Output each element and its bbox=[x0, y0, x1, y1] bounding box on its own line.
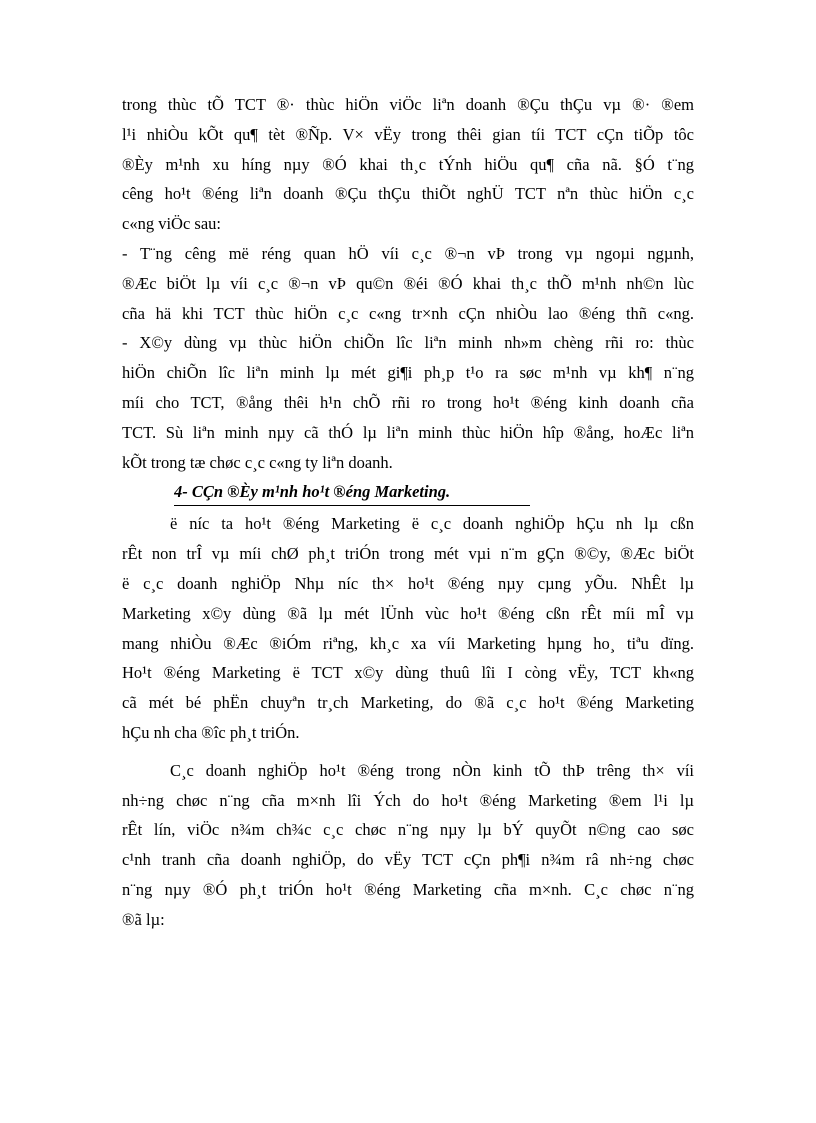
bullet-line: - T¨ng cêng më réng quan hÖ víi c¸c ®¬n vÞ trong vµ ngoµi ngµnh, bbox=[122, 243, 694, 263]
text-line: Marketing x©y dùng ®ã lµ mét lÜnh vùc ho¹t ®éng cßn rÊt míi mÎ vµ bbox=[122, 603, 694, 623]
text-line: rÊt non trÎ vµ míi chØ ph¸t triÓn trong mét vµi n¨m gÇn ®©y, ®Æc biÖt bbox=[122, 544, 694, 564]
text-line: kÕt trong tæ chøc c¸c c«ng ty liªn doanh. bbox=[122, 452, 393, 472]
text-line: l¹i nhiÒu kÕt qu¶ tèt ®Ñp. V× vËy trong thêi gian tíi TCT cÇn tiÕp tôc bbox=[122, 124, 694, 144]
text-line: ®Æc biÖt lµ víi c¸c ®¬n vÞ qu©n ®éi ®Ó khai th¸c thÕ m¹nh nh©n lùc bbox=[122, 273, 694, 293]
text-line: ®Èy m¹nh xu híng nµy ®Ó khai th¸c tÝnh hiÖu qu¶ cña nã. §Ó t¨ng bbox=[122, 154, 694, 174]
bullet-line: - X©y dùng vµ thùc hiÖn chiÕn lîc liªn minh nh»m chèng rñi ro: thùc bbox=[122, 333, 694, 353]
text-line: cña hä khi TCT thùc hiÖn c¸c c«ng tr×nh cÇn nhiÒu lao ®éng thñ c«ng. bbox=[122, 303, 694, 323]
text-line: c«ng viÖc sau: bbox=[122, 214, 221, 234]
section-heading: 4- CÇn ®Èy m¹nh ho¹t ®éng Marketing. bbox=[174, 478, 530, 506]
text-line: ®ã lµ: bbox=[122, 909, 165, 929]
text-line: Ho¹t ®éng Marketing ë TCT x©y dùng thuû lîi I còng vËy, TCT kh«ng bbox=[122, 663, 694, 683]
text-line: hiÖn chiÕn lîc liªn minh lµ mét gi¶i ph¸p t¹o ra søc m¹nh vµ kh¶ n¨ng bbox=[122, 363, 694, 383]
text-line: trong thùc tÕ TCT ®· thùc hiÖn viÖc liªn doanh ®Çu thÇu vµ ®· ®em bbox=[122, 95, 694, 114]
text-line: cã mét bé phËn chuyªn tr¸ch Marketing, do ®ã c¸c ho¹t ®éng Marketing bbox=[122, 693, 694, 713]
marketing-paragraph bbox=[122, 509, 694, 747]
text-line: nh÷ng chøc n¨ng cña m×nh lîi Ých do ho¹t ®éng Marketing ®em l¹i lµ bbox=[122, 790, 694, 810]
text-line: rÊt lín, viÖc n¾m ch¾c c¸c chøc n¨ng nµy lµ bÝ quyÕt n©ng cao søc bbox=[122, 820, 694, 840]
text-line: TCT. Sù liªn minh nµy cã thÓ lµ liªn minh thùc hiÖn hîp ®ång, hoÆc liªn bbox=[122, 422, 694, 442]
text-line: ë c¸c doanh nghiÖp Nhµ níc th× ho¹t ®éng nµy cµng yÕu. NhÊt lµ bbox=[122, 573, 694, 593]
text-line: ë níc ta ho¹t ®éng Marketing ë c¸c doanh nghiÖp hÇu nh lµ cßn bbox=[170, 514, 694, 534]
text-line: hÇu nh cha ®îc ph¸t triÓn. bbox=[122, 722, 300, 742]
text-line: C¸c doanh nghiÖp ho¹t ®éng trong nÒn kinh tÕ thÞ trêng th× víi bbox=[170, 760, 694, 780]
body-text bbox=[122, 90, 694, 477]
text-line: míi cho TCT, ®ång thêi h¹n chÕ rñi ro trong ho¹t ®éng kinh doanh cña bbox=[122, 392, 694, 412]
text-line: cêng ho¹t ®éng liªn doanh ®Çu thÇu thiÕt nghÜ TCT nªn thùc hiÖn c¸c bbox=[122, 184, 694, 204]
text-line: n¨ng nµy ®Ó ph¸t triÓn ho¹t ®éng Marketing cña m×nh. C¸c chøc n¨ng bbox=[122, 879, 694, 899]
text-line: c¹nh tranh cña doanh nghiÖp, do vËy TCT cÇn ph¶i n¾m râ nh÷ng chøc bbox=[122, 850, 694, 870]
text-line: mang nhiÒu ®Æc ®iÓm riªng, kh¸c xa víi Marketing hµng ho¸ tiªu dïng. bbox=[122, 633, 694, 653]
functions-paragraph bbox=[122, 756, 694, 935]
